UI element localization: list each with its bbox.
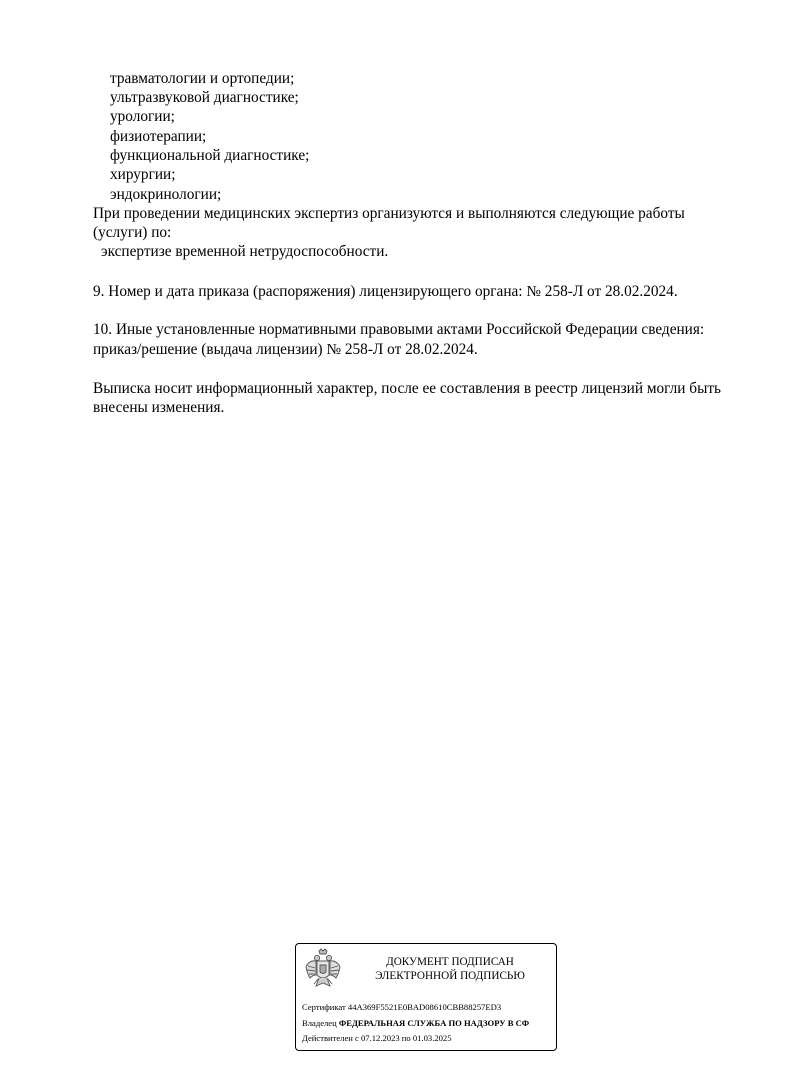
specialty-item: урологии;: [110, 108, 175, 125]
notice-text: Выписка носит информационный характер, после ее составления в реестр лицензий могли быть: [93, 380, 722, 397]
stamp-title-line1: ДОКУМЕНТ ПОДПИСАН: [386, 956, 514, 968]
section-10-heading: 10. Иные установленные нормативными правовыми актами Российской Федерации сведения:: [93, 321, 705, 338]
expertise-intro-continued: (услуги) по:: [93, 224, 172, 241]
certificate-label: Сертификат: [302, 1002, 346, 1012]
russian-coat-of-arms-icon: [304, 948, 342, 994]
specialty-item: ультразвуковой диагностике;: [110, 89, 299, 106]
section-9-order: 9. Номер и дата приказа (распоряжения) лицензирующего органа: № 258-Л от 28.02.2024.: [93, 283, 678, 300]
specialty-item: физиотерапии;: [110, 128, 207, 145]
certificate-line: [302, 1002, 501, 1013]
notice-text-continued: внесены изменения.: [93, 399, 225, 416]
certificate-value: 44A369F5521E0BAD08610CBB88257ED3: [347, 1002, 502, 1012]
electronic-signature-stamp: [295, 943, 557, 1051]
owner-value: ФЕДЕРАЛЬНАЯ СЛУЖБА ПО НАДЗОРУ В СФ: [338, 1018, 530, 1028]
expertise-intro: При проведении медицинских экспертиз организуются и выполняются следующие работы: [93, 205, 685, 222]
specialty-item: травматологии и ортопедии;: [110, 70, 295, 87]
owner-label: Владелец: [302, 1018, 337, 1028]
specialty-item: хирургии;: [110, 166, 176, 183]
specialty-item: эндокринологии;: [110, 186, 222, 203]
owner-line: [302, 1018, 529, 1029]
stamp-title-line2: ЭЛЕКТРОННОЙ ПОДПИСЬЮ: [375, 970, 525, 982]
validity-line: Действителен с 07.12.2023 по 01.03.2025: [302, 1033, 452, 1043]
section-10-detail: приказ/решение (выдача лицензии) № 258-Л от 28.02.2024.: [93, 341, 478, 358]
specialty-item: функциональной диагностике;: [110, 147, 310, 164]
expertise-item: экспертизе временной нетрудоспособности.: [101, 243, 389, 260]
